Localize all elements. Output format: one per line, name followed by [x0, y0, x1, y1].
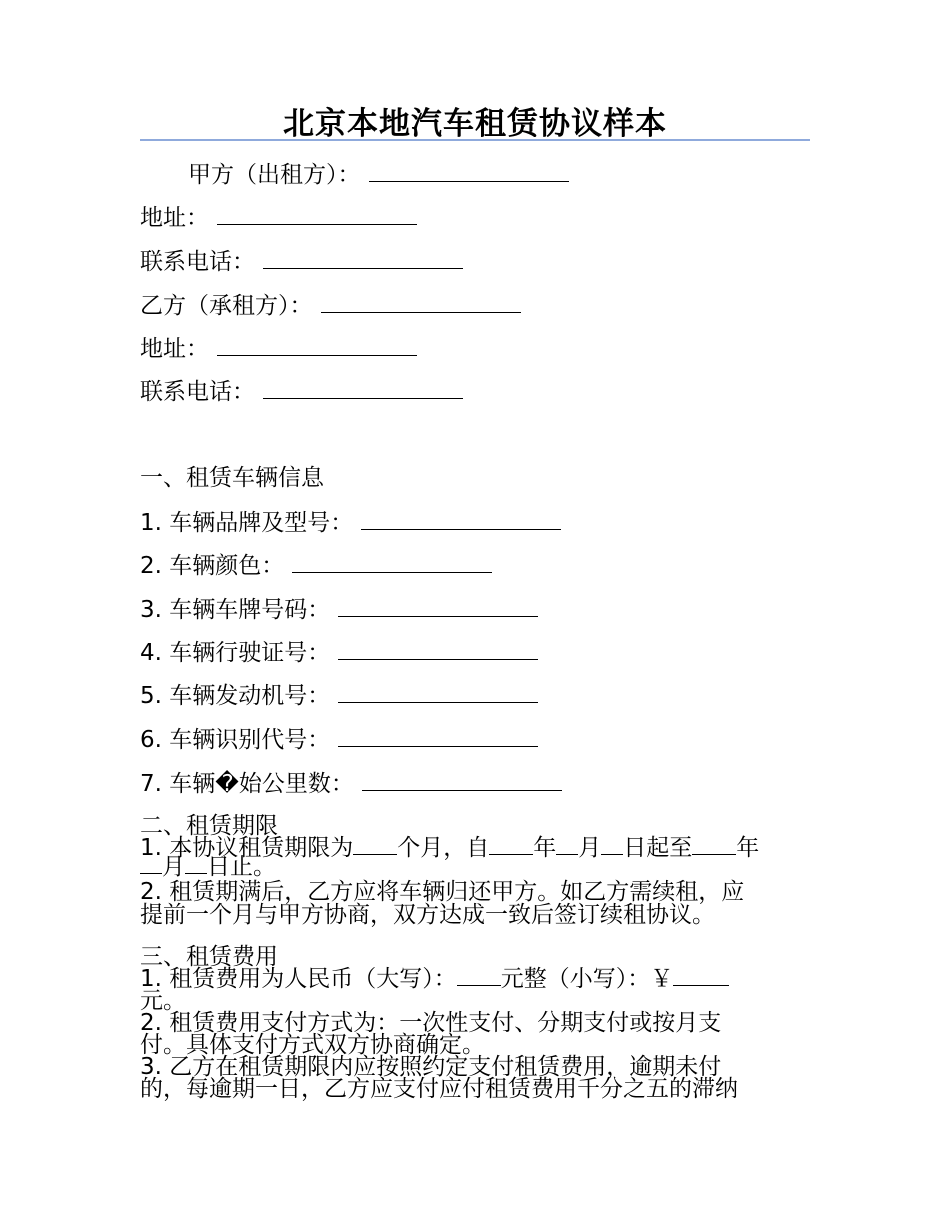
- party-a-phone-line: [140, 246, 463, 277]
- party-b-address-line: [140, 333, 417, 364]
- vehicle-info-item: [140, 637, 538, 668]
- end-month-blank[interactable]: [140, 853, 162, 874]
- party-b-phone-label: 联系电话：: [140, 379, 255, 405]
- item-label: 3. 车辆车牌号码：: [140, 597, 331, 623]
- term-text: 个月，自: [397, 835, 490, 861]
- item-label: 2. 车辆颜色：: [140, 553, 285, 579]
- item-blank[interactable]: [338, 594, 538, 617]
- fee-text: 1. 租赁费用为人民币（大写）：: [140, 966, 457, 992]
- item-blank[interactable]: [292, 550, 492, 573]
- section-1-heading: 一、租赁车辆信息: [140, 465, 324, 491]
- fee-item-2-line-1: 2. 租赁费用支付方式为：一次性支付、分期支付或按月支: [140, 1010, 722, 1036]
- section-3-heading: 三、租赁费用: [140, 944, 278, 970]
- item-label: 7. 车辆�始公里数：: [140, 771, 354, 797]
- start-day-blank[interactable]: [601, 834, 623, 855]
- party-b-address-label: 地址：: [140, 336, 209, 362]
- party-b-label: 乙方（承租方）：: [140, 293, 313, 319]
- title-underline: [140, 139, 810, 141]
- vehicle-info-item: [140, 550, 492, 581]
- fee-text: 元整（小写）：￥: [500, 966, 674, 992]
- vehicle-info-item: [140, 768, 562, 799]
- term-text: 年: [533, 835, 557, 861]
- vehicle-info-item: [140, 594, 538, 625]
- item-blank[interactable]: [338, 680, 538, 703]
- term-text: 日止。: [207, 854, 276, 880]
- fee-item-3-line-2: 的，每逾期一日，乙方应支付应付租赁费用千分之五的滞纳: [140, 1076, 738, 1102]
- party-b-blank[interactable]: [321, 290, 521, 313]
- months-blank[interactable]: [353, 834, 397, 855]
- item-label: 5. 车辆发动机号：: [140, 683, 331, 709]
- fee-item-1: [140, 964, 729, 994]
- party-a-address-line: [140, 202, 417, 233]
- document-title: 北京本地汽车租赁协议样本: [283, 106, 667, 142]
- item-label: 6. 车辆识别代号：: [140, 727, 331, 753]
- fee-item-3-line-1: 3. 乙方在租赁期限内应按照约定支付租赁费用，逾期未付: [140, 1054, 722, 1080]
- item-label: 1. 车辆品牌及型号：: [140, 510, 354, 536]
- section-2-heading: 二、租赁期限: [140, 813, 278, 839]
- party-a-line: [188, 159, 569, 190]
- item-blank[interactable]: [338, 724, 538, 747]
- item-label: 4. 车辆行驶证号：: [140, 640, 331, 666]
- party-b-phone-line: [140, 376, 463, 407]
- end-year-blank[interactable]: [692, 834, 736, 855]
- term-text: 年: [736, 835, 760, 861]
- party-a-address-blank[interactable]: [217, 202, 417, 225]
- term-text: 月: [162, 854, 185, 880]
- party-a-blank[interactable]: [369, 159, 569, 182]
- end-day-blank[interactable]: [185, 853, 207, 874]
- term-item-2-line-2: 提前一个月与甲方协商，双方达成一致后签订续租协议。: [140, 902, 715, 928]
- vehicle-info-item: [140, 507, 561, 538]
- term-item-2-line-1: 2. 租赁期满后，乙方应将车辆归还甲方。如乙方需续租，应: [140, 879, 745, 905]
- fee-item-1-cont: 元。: [140, 988, 186, 1014]
- vehicle-info-item: [140, 680, 538, 711]
- item-blank[interactable]: [338, 637, 538, 660]
- fee-numeric-blank[interactable]: [673, 965, 729, 986]
- start-month-blank[interactable]: [556, 834, 578, 855]
- fee-item-2-line-2: 付。具体支付方式双方协商确定。: [140, 1032, 485, 1058]
- party-a-phone-label: 联系电话：: [140, 249, 255, 275]
- item-blank[interactable]: [361, 507, 561, 530]
- term-text: 日起至: [623, 835, 693, 861]
- start-year-blank[interactable]: [489, 834, 533, 855]
- party-a-address-label: 地址：: [140, 205, 209, 231]
- term-text: 月: [578, 835, 602, 861]
- item-blank[interactable]: [362, 768, 562, 791]
- party-a-phone-blank[interactable]: [263, 246, 463, 269]
- party-b-line: [140, 290, 521, 321]
- fee-capital-blank[interactable]: [457, 965, 501, 986]
- vehicle-info-item: [140, 724, 538, 755]
- party-b-phone-blank[interactable]: [263, 376, 463, 399]
- party-a-label: 甲方（出租方）：: [188, 162, 361, 188]
- term-text: 1. 本协议租赁期限为: [140, 835, 354, 861]
- party-b-address-blank[interactable]: [217, 333, 417, 356]
